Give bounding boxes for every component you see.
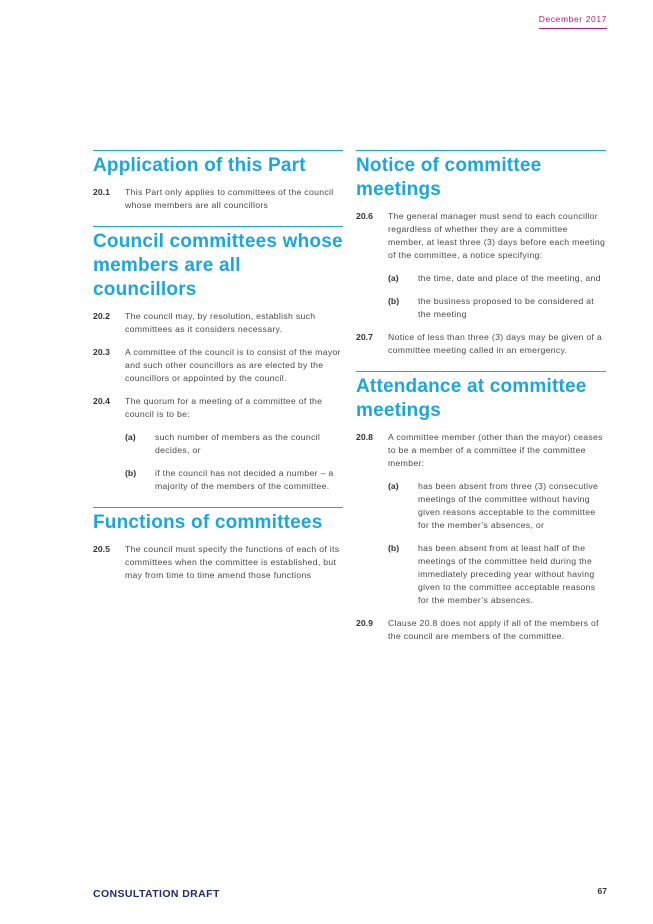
clause-text: Clause 20.8 does not apply if all of the members of the council are members of the committee. [388, 618, 599, 641]
section-notice [356, 150, 606, 357]
clause-text: A committee member (other than the mayor) ceases to be a member of a committee if the committee member: [388, 432, 603, 468]
clause-number: 20.6 [356, 211, 373, 221]
subclause-label: (a) [388, 481, 399, 491]
section-title: Council committees whose members are all councillors [93, 231, 343, 300]
subclause-20-8-a [388, 480, 606, 532]
subclause-label: (a) [388, 273, 399, 283]
clause-text: The general manager must send to each councillor regardless of whether they are a committee member, at least three (3) days before each meeting of the committee, a notice specifying: [388, 211, 606, 260]
clause-number: 20.2 [93, 311, 110, 321]
subclause-text: if the council has not decided a number – a majority of the members of the committee. [155, 468, 334, 491]
clause-20-2 [93, 310, 343, 336]
section-functions [93, 507, 343, 582]
subclause-text: the time, date and place of the meeting, and [418, 273, 601, 283]
footer-label: CONSULTATION DRAFT [93, 888, 220, 900]
clause-text: The quorum for a meeting of a committee of the council is to be: [125, 396, 323, 419]
clause-text: This Part only applies to committees of the council whose members are all councillors [125, 187, 334, 210]
header-date: December 2017 [539, 14, 607, 29]
subclause-text: the business proposed to be considered at the meeting [418, 296, 595, 319]
right-column [356, 150, 606, 657]
subclause-text: such number of members as the council decides, or [155, 432, 321, 455]
clause-number: 20.8 [356, 432, 373, 442]
section-title: Application of this Part [93, 155, 306, 176]
page-number: 67 [597, 886, 607, 896]
section-title: Functions of committees [93, 512, 323, 533]
clause-20-3 [93, 346, 343, 385]
subclause-20-8-b [388, 542, 606, 607]
clause-20-4 [93, 395, 343, 421]
clause-20-9 [356, 617, 606, 643]
clause-number: 20.7 [356, 332, 373, 342]
subclause-20-6-a [388, 272, 606, 285]
clause-20-6 [356, 210, 606, 262]
subclause-label: (b) [125, 468, 137, 478]
clause-number: 20.5 [93, 544, 110, 554]
clause-number: 20.9 [356, 618, 373, 628]
subclause-text: has been absent from three (3) consecutive meetings of the committee without having given reasons acceptable to the committee for the member’s absences, or [418, 481, 599, 530]
clause-20-8 [356, 431, 606, 470]
clause-20-1 [93, 186, 343, 212]
clause-number: 20.3 [93, 347, 110, 357]
subclause-20-6-b [388, 295, 606, 321]
clause-20-7 [356, 331, 606, 357]
clause-text: Notice of less than three (3) days may be given of a committee meeting called in an emergency. [388, 332, 603, 355]
clause-20-5 [93, 543, 343, 582]
section-title: Notice of committee meetings [356, 155, 542, 200]
left-column [93, 150, 343, 596]
section-title: Attendance at committee meetings [356, 376, 587, 421]
section-council-committees [93, 226, 343, 493]
clause-text: The council must specify the functions of each of its committees when the committee is established, but may from time to time amend those functions [125, 544, 340, 580]
subclause-label: (b) [388, 543, 400, 553]
clause-text: A committee of the council is to consist of the mayor and such other councillors as are elected by the councillors or appointed by the council. [125, 347, 341, 383]
subclause-20-4-a [125, 431, 343, 457]
section-application [93, 150, 343, 212]
subclause-text: has been absent from at least half of the meetings of the committee held during the immediately preceding year without having given to the committee acceptable reasons for the member’s absences. [418, 543, 596, 605]
subclause-label: (b) [388, 296, 400, 306]
clause-number: 20.1 [93, 187, 110, 197]
clause-number: 20.4 [93, 396, 110, 406]
clause-text: The council may, by resolution, establish such committees as it considers necessary. [125, 311, 316, 334]
subclause-label: (a) [125, 432, 136, 442]
section-attendance [356, 371, 606, 643]
subclause-20-4-b [125, 467, 343, 493]
